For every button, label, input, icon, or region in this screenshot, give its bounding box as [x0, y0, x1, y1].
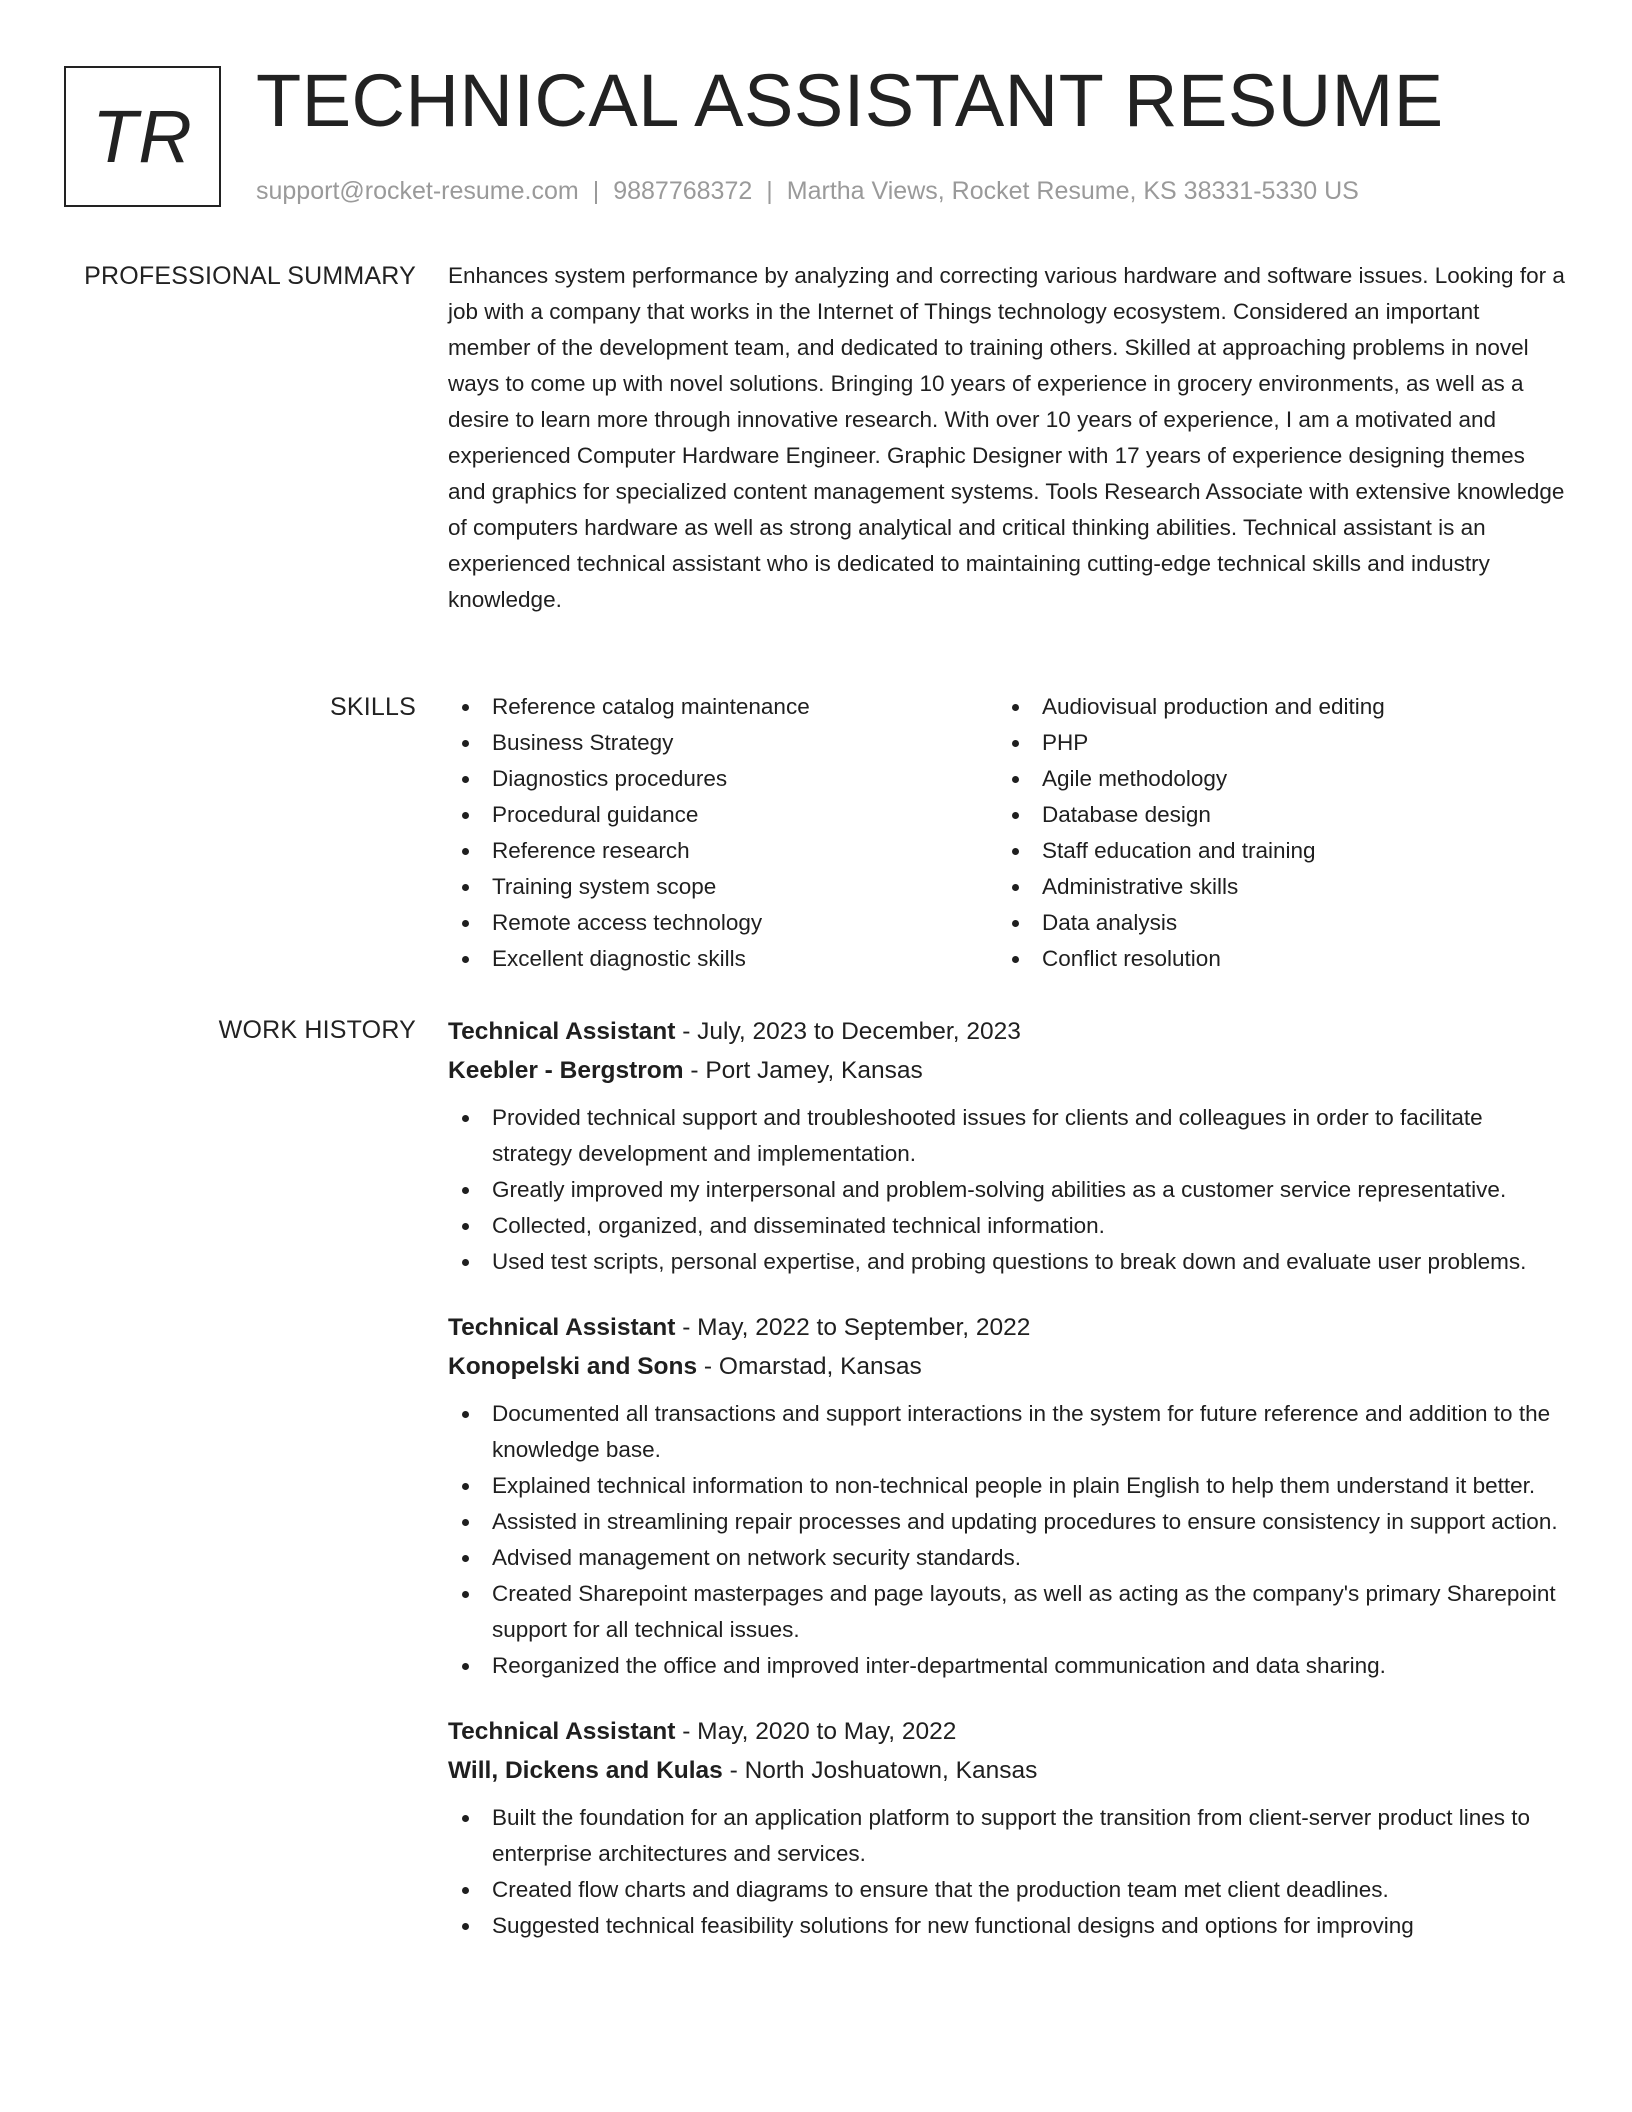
skill-item: Reference research [448, 833, 998, 869]
job-entry [448, 1712, 1566, 1944]
skill-item: Diagnostics procedures [448, 761, 998, 797]
job-company: Konopelski and Sons [448, 1353, 698, 1380]
skill-item: Agile methodology [998, 761, 1548, 797]
job-dates: - July, 2023 to December, 2023 [675, 1018, 1021, 1045]
job-location: - Port Jamey, Kansas [683, 1057, 923, 1084]
monogram-box [64, 66, 221, 207]
resume-title: TECHNICAL ASSISTANT RESUME [256, 59, 1444, 142]
skill-item: Database design [998, 797, 1548, 833]
skill-item: Conflict resolution [998, 941, 1548, 977]
skills-column-left [448, 689, 998, 977]
job-location: - Omarstad, Kansas [697, 1353, 922, 1380]
job-company-line [448, 1051, 1566, 1090]
job-entry [448, 1308, 1566, 1684]
job-title-line [448, 1012, 1566, 1051]
job-entry [448, 1012, 1566, 1280]
contact-email[interactable]: support@rocket-resume.com [256, 177, 579, 205]
contact-phone[interactable]: 9887768372 [613, 177, 753, 205]
job-bullet: Suggested technical feasibility solutions for new functional designs and options for improving [448, 1908, 1566, 1944]
skills-grid [448, 689, 1566, 977]
job-title: Technical Assistant [448, 1314, 676, 1341]
job-bullet: Reorganized the office and improved inter-departmental communication and data sharing. [448, 1648, 1566, 1684]
contact-separator: | [592, 177, 600, 205]
job-company: Will, Dickens and Kulas [448, 1757, 723, 1784]
skill-item: Excellent diagnostic skills [448, 941, 998, 977]
job-bullet: Provided technical support and troubleshooted issues for clients and colleagues in order to facilitate strategy development and implementation. [448, 1100, 1566, 1172]
skill-item: Business Strategy [448, 725, 998, 761]
job-bullet: Created Sharepoint masterpages and page layouts, as well as acting as the company's primary Sharepoint support for all technical issues. [448, 1576, 1566, 1648]
job-bullet: Advised management on network security standards. [448, 1540, 1566, 1576]
skill-item: PHP [998, 725, 1548, 761]
skill-item: Staff education and training [998, 833, 1548, 869]
job-bullet: Used test scripts, personal expertise, and probing questions to break down and evaluate user problems. [448, 1244, 1566, 1280]
job-dates: - May, 2022 to September, 2022 [675, 1314, 1031, 1341]
skills-column-right [998, 689, 1548, 977]
job-title: Technical Assistant [448, 1718, 676, 1745]
contact-address: Martha Views, Rocket Resume, KS 38331-5330 US [786, 177, 1359, 205]
skill-item: Reference catalog maintenance [448, 689, 998, 725]
job-location: - North Joshuatown, Kansas [722, 1757, 1038, 1784]
job-company: Keebler - Bergstrom [448, 1057, 684, 1084]
job-company-line [448, 1347, 1566, 1386]
job-title-line [448, 1308, 1566, 1347]
skill-item: Data analysis [998, 905, 1548, 941]
job-bullet-list [448, 1396, 1566, 1684]
section-label-work-history: WORK HISTORY [218, 1016, 416, 1044]
summary-text: Enhances system performance by analyzing and correcting various hardware and software issues. Looking for a job with a company that works in the Internet of Things technology ecosystem. Considered an important member of the development team, and dedicated to training others. Skilled at approaching problems in novel ways to come up with novel solutions. Bringing 10 years of experience in grocery environments, as well as a desire to learn more through innovative research. With over 10 years of experience, I am a motivated and experienced Computer Hardware Engineer. Graphic Designer with 17 years of experience designing themes and graphics for specialized content management systems. Tools Research Associate with extensive knowledge of computers hardware as well as strong analytical and critical thinking abilities. Technical assistant is an experienced technical assistant who is dedicated to maintaining cutting-edge technical skills and industry knowledge. [448, 263, 1565, 612]
job-bullet: Explained technical information to non-technical people in plain English to help them understand it better. [448, 1468, 1566, 1504]
job-bullet-list [448, 1100, 1566, 1280]
job-dates: - May, 2020 to May, 2022 [675, 1718, 957, 1745]
job-bullet: Assisted in streamlining repair processes and updating procedures to ensure consistency in support action. [448, 1504, 1566, 1540]
job-bullet: Built the foundation for an application platform to support the transition from client-server product lines to enterprise architectures and services. [448, 1800, 1566, 1872]
job-company-line [448, 1751, 1566, 1790]
skill-item: Administrative skills [998, 869, 1548, 905]
job-bullet: Greatly improved my interpersonal and problem-solving abilities as a customer service representative. [448, 1172, 1566, 1208]
section-label-summary: PROFESSIONAL SUMMARY [84, 262, 416, 290]
contact-separator: | [766, 177, 773, 205]
job-bullet: Collected, organized, and disseminated technical information. [448, 1208, 1566, 1244]
job-bullet-list [448, 1800, 1566, 1944]
job-bullet: Documented all transactions and support interactions in the system for future reference and addition to the knowledge base. [448, 1396, 1566, 1468]
skill-item: Training system scope [448, 869, 998, 905]
job-bullet: Created flow charts and diagrams to ensure that the production team met client deadlines. [448, 1872, 1566, 1908]
skills-body [448, 689, 1566, 977]
contact-line [256, 175, 1359, 207]
section-label-skills: SKILLS [330, 693, 416, 721]
work-history-body [448, 1012, 1566, 1972]
monogram-initials: TR [92, 94, 193, 178]
summary-body [448, 258, 1566, 618]
skill-item: Audiovisual production and editing [998, 689, 1548, 725]
job-title-line [448, 1712, 1566, 1751]
skill-item: Remote access technology [448, 905, 998, 941]
skill-item: Procedural guidance [448, 797, 998, 833]
job-title: Technical Assistant [448, 1018, 676, 1045]
